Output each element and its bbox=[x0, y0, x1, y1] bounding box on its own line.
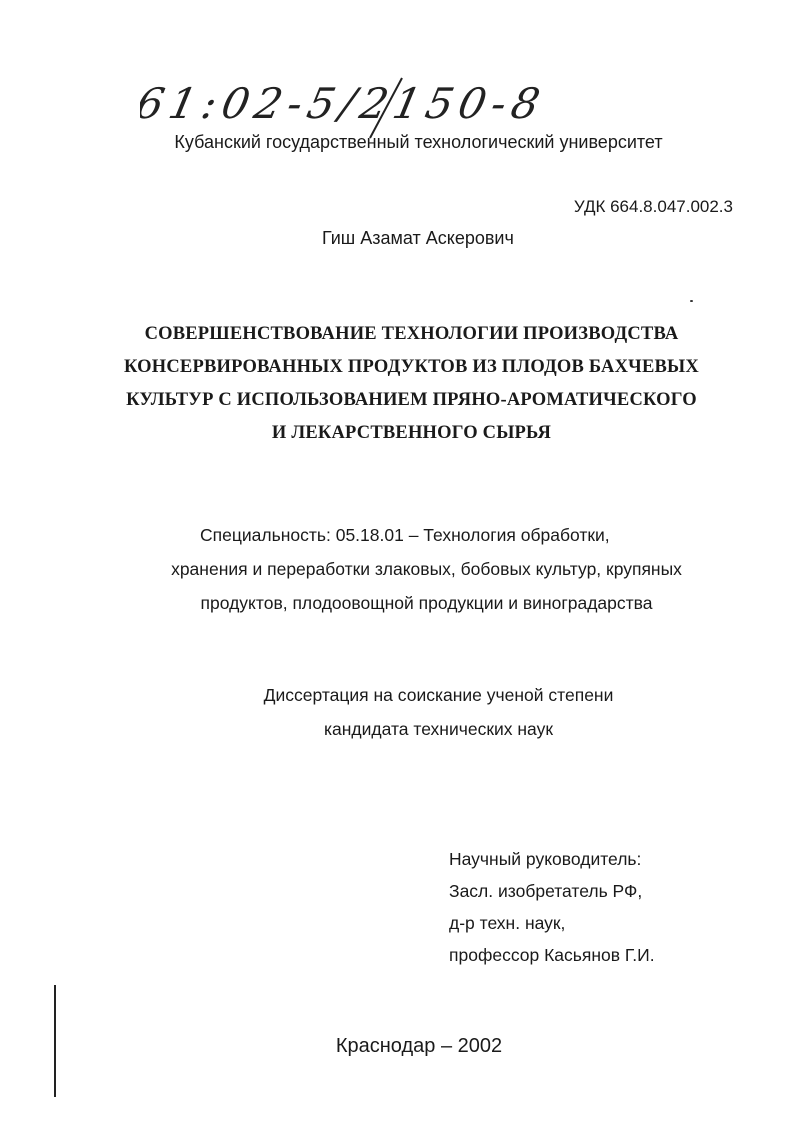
scan-speck bbox=[690, 300, 693, 302]
title-line: КОНСЕРВИРОВАННЫХ ПРОДУКТОВ ИЗ ПЛОДОВ БАХЧЕВЫХ bbox=[124, 357, 699, 377]
dissertation-title bbox=[60, 318, 763, 450]
title-line: КУЛЬТУР С ИСПОЛЬЗОВАНИЕМ ПРЯНО-АРОМАТИЧЕСКОГО bbox=[126, 390, 697, 410]
specialty-block bbox=[120, 518, 733, 620]
place-and-year: Краснодар – 2002 bbox=[335, 1035, 503, 1057]
degree-line: кандидата технических наук bbox=[323, 719, 553, 739]
supervisor-line: Научный руководитель: bbox=[449, 849, 642, 869]
university-name: Кубанский государственный технологический университет bbox=[174, 132, 663, 152]
specialty-line: хранения и переработки злаковых, бобовых культур, крупяных bbox=[171, 559, 682, 579]
handwritten-archive-code bbox=[140, 70, 600, 140]
scan-margin-line bbox=[54, 985, 56, 1097]
supervisor-line: профессор Касьянов Г.И. bbox=[449, 945, 655, 965]
udk-code: УДК 664.8.047.002.3 bbox=[573, 197, 733, 216]
specialty-line: Специальность: 05.18.01 – Технология обработки, bbox=[200, 525, 610, 545]
supervisor-line: д-р техн. наук, bbox=[449, 913, 566, 933]
supervisor-line: Засл. изобретатель РФ, bbox=[449, 881, 643, 901]
author-name: Гиш Азамат Аскерович bbox=[322, 228, 514, 248]
title-line: СОВЕРШЕНСТВОВАНИЕ ТЕХНОЛОГИИ ПРОИЗВОДСТВА bbox=[144, 324, 679, 344]
supervisor-block bbox=[449, 843, 655, 971]
specialty-line: продуктов, плодоовощной продукции и виноградарства bbox=[200, 593, 653, 613]
degree-line: Диссертация на соискание ученой степени bbox=[263, 685, 614, 705]
archive-code-text: 61:02-5/2150-8 bbox=[140, 80, 550, 129]
degree-statement bbox=[0, 678, 793, 746]
title-line: И ЛЕКАРСТВЕННОГО СЫРЬЯ bbox=[271, 423, 552, 443]
